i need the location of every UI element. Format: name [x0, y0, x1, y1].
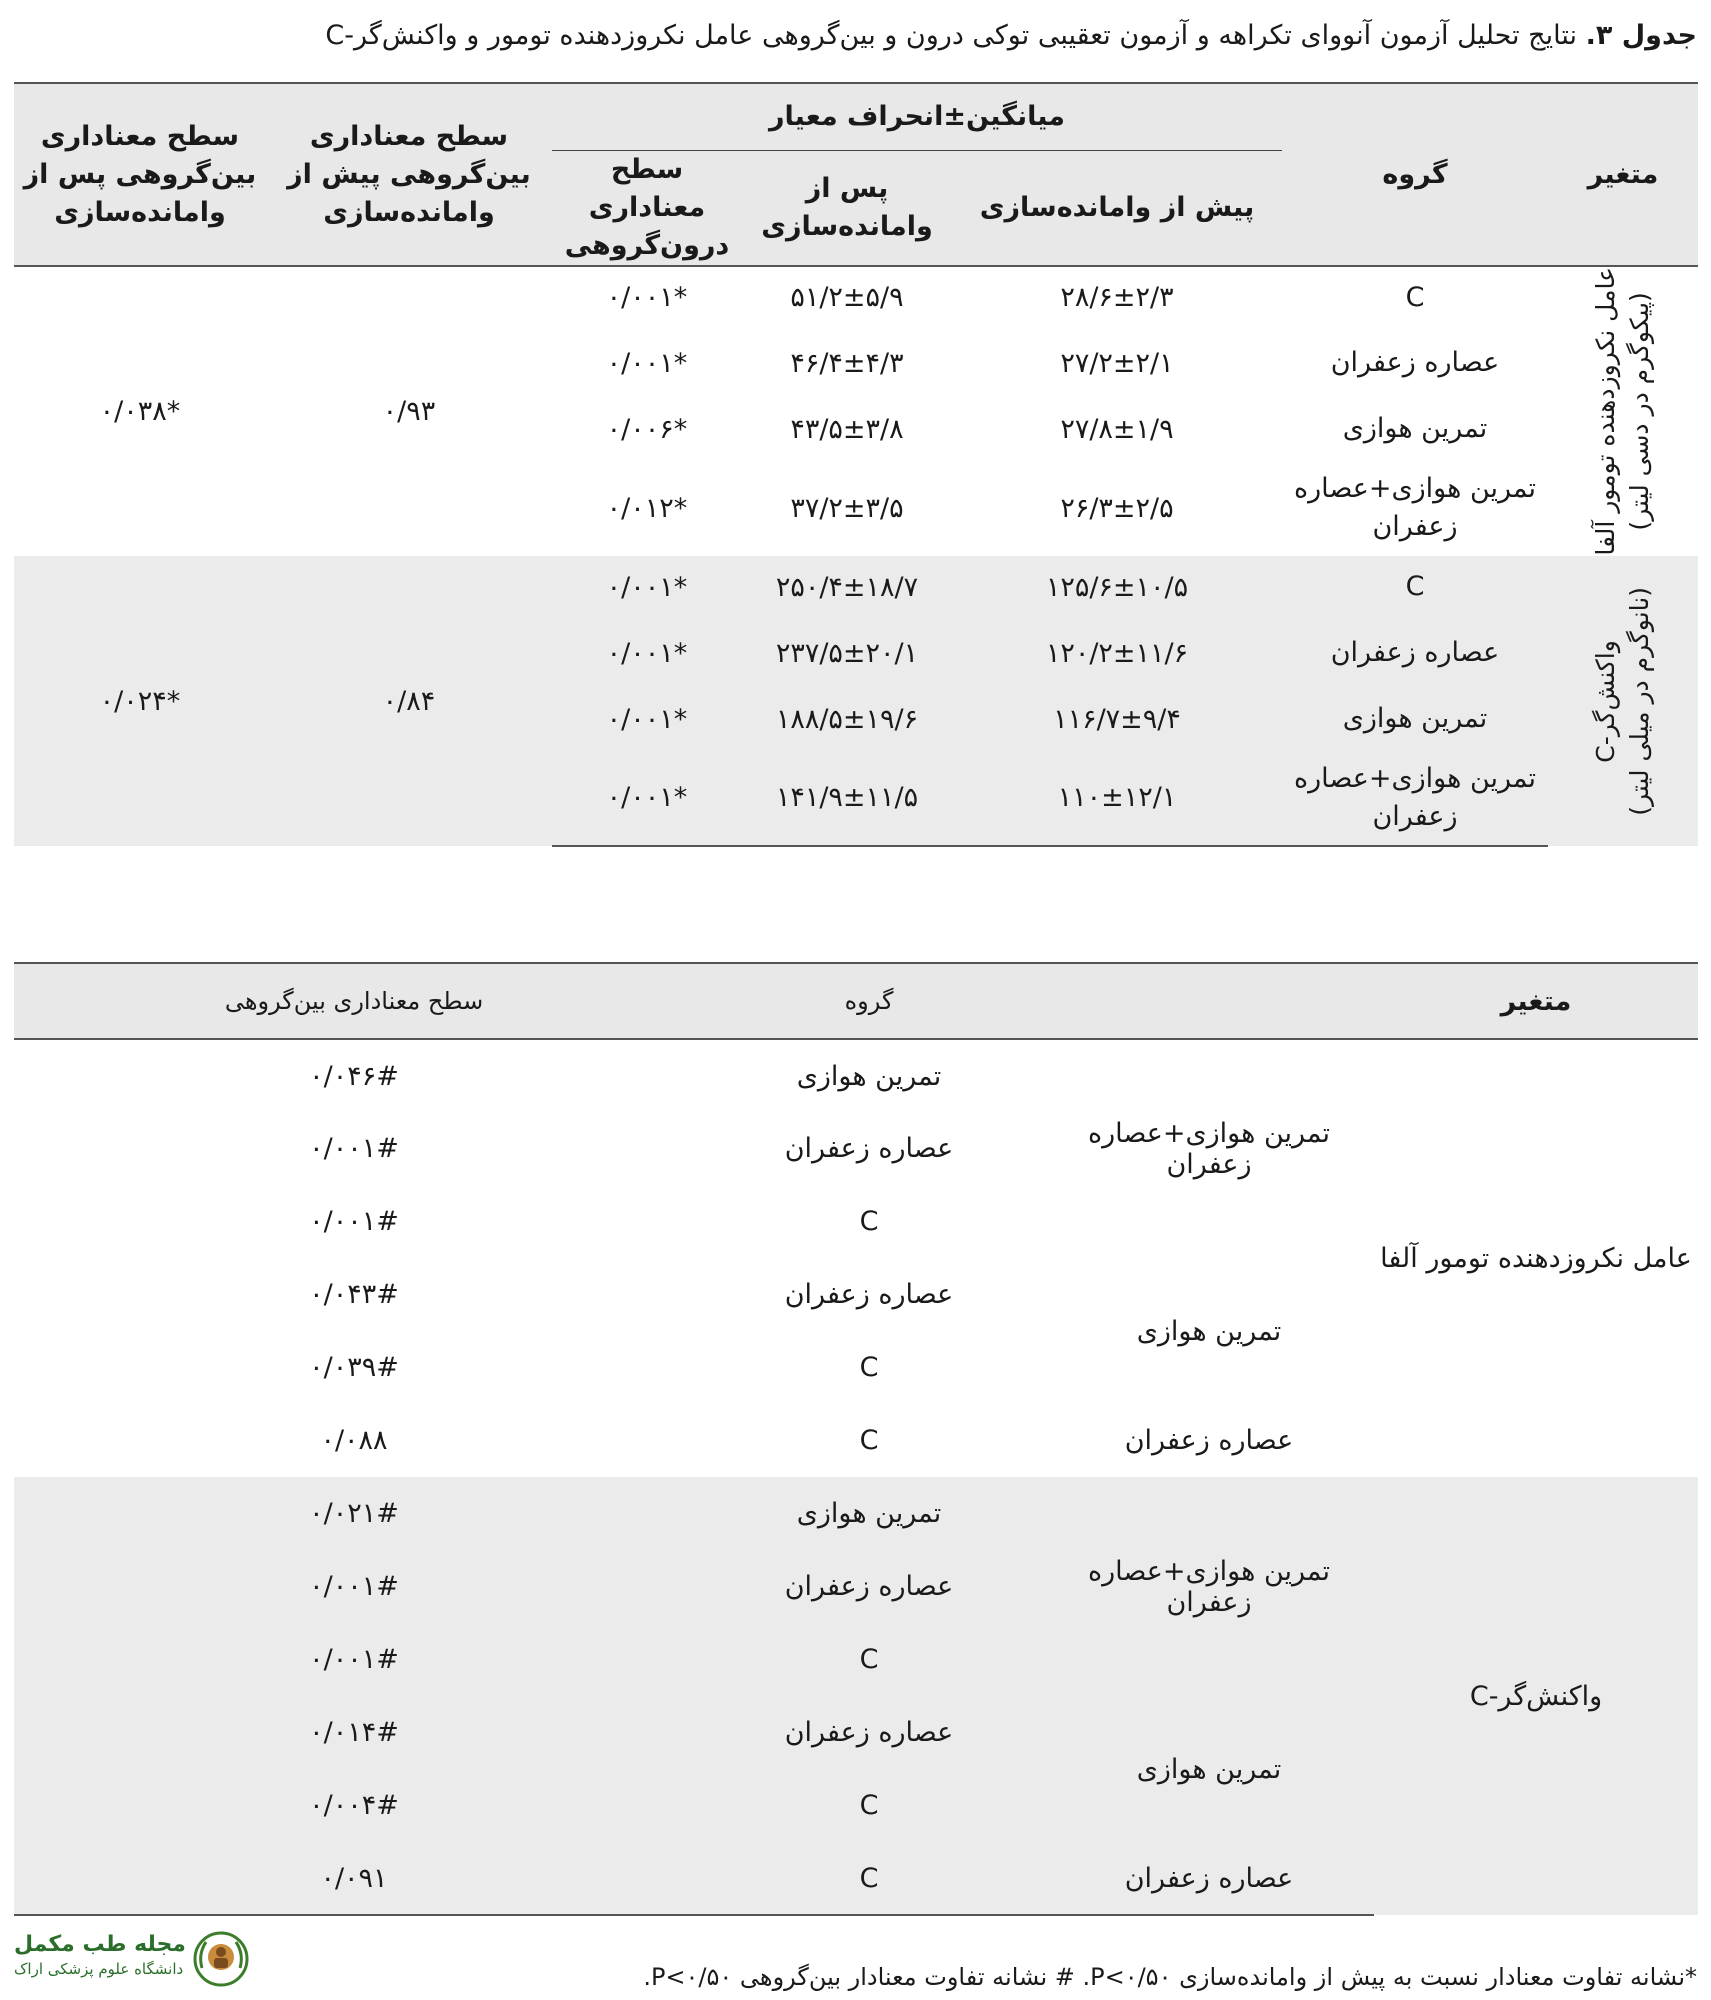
pre-value: ۲۶/۳±۲/۵: [1060, 492, 1174, 524]
post-value: ۴۶/۴±۴/۳: [790, 347, 904, 379]
between-value: ۰/۰۲۱#: [14, 1477, 694, 1550]
compared-group: تمرین هوازی: [694, 1477, 1044, 1550]
table-row: [14, 266, 1698, 328]
pre-value: ۱۲۵/۶±۱۰/۵: [952, 556, 1282, 618]
t2-header-variable: متغیر: [1374, 963, 1698, 1039]
compared-group: عصاره زعفران: [694, 1696, 1044, 1769]
reference-group: تمرین هوازی: [1044, 1696, 1374, 1842]
between-value: ۰/۰۴۳#: [309, 1279, 399, 1310]
reference-group: عصاره زعفران: [1044, 1842, 1374, 1915]
variable-label: [1589, 267, 1657, 556]
compared-group: C: [859, 1206, 879, 1237]
group-name: تمرین هوازی: [1282, 688, 1548, 750]
post-value: ۱۴۱/۹±۱۱/۵: [742, 750, 952, 846]
reference-group: عصاره زعفران: [1124, 1425, 1294, 1456]
variable-label: [1589, 587, 1657, 816]
caption-text: نتایج تحلیل آزمون آنووای تکراهه و آزمون تعقیبی توکی درون و بین‌گروهی عامل نکروزدهنده تومور و واکنش‌گر-C: [325, 20, 1586, 51]
header-post: پس از وامانده‌سازی: [742, 151, 952, 266]
within-value: *۰/۰۰۶: [606, 413, 688, 445]
between-value: ۰/۰۰۱#: [14, 1550, 694, 1623]
t2-header-between: سطح معناداری بین‌گروهی: [14, 963, 694, 1039]
logo-subtitle: دانشگاه علوم پزشکی اراک: [14, 1960, 184, 1978]
within-value: *۰/۰۰۱: [552, 688, 742, 750]
caption-label: جدول ۳.: [1585, 20, 1697, 51]
between-value: ۰/۰۸۸: [320, 1425, 388, 1456]
header-between-post: سطح معناداری بین‌گروهی پس از وامانده‌سازی: [14, 83, 266, 266]
post-value: ۱۸۸/۵±۱۹/۶: [742, 688, 952, 750]
pre-value: ۱۲۰/۲±۱۱/۶: [952, 618, 1282, 688]
compared-group: عصاره زعفران: [784, 1133, 954, 1164]
post-value: ۴۳/۵±۳/۸: [790, 413, 904, 445]
table-row: [14, 556, 1698, 618]
pre-value: ۱۱۶/۷±۹/۴: [952, 688, 1282, 750]
variable-unit: (نانوگرم در میلی لیتر): [1625, 586, 1654, 816]
variable-unit: (پیکوگرم در دسی لیتر): [1625, 292, 1654, 531]
between-value: ۰/۰۴۶#: [309, 1060, 399, 1092]
header-pre: پیش از وامانده‌سازی: [952, 151, 1282, 266]
header-mean-sd: میانگین±انحراف معیار: [552, 84, 1282, 151]
between-value: ۰/۰۰۱#: [309, 1206, 399, 1237]
between-value: ۰/۰۰۱#: [309, 1133, 399, 1164]
between-value: ۰/۰۳۹#: [309, 1352, 399, 1383]
within-value: *۰/۰۰۱: [552, 556, 742, 618]
variable-name: واکنش‌گر-C: [1591, 639, 1620, 763]
reference-group: تمرین هوازی+عصاره زعفران: [1044, 1477, 1374, 1696]
between-value: ۰/۰۹۱: [14, 1842, 694, 1915]
post-value: ۲۳۷/۵±۲۰/۱: [742, 618, 952, 688]
compared-group: C: [694, 1769, 1044, 1842]
pre-value: ۲۷/۸±۱/۹: [1060, 413, 1174, 445]
table-1: [14, 82, 1698, 847]
group-name: عصاره زعفران: [1282, 618, 1548, 688]
between-value: ۰/۰۱۴#: [14, 1696, 694, 1769]
group-name: تمرین هوازی: [1342, 413, 1488, 444]
t2-variable: عامل نکروزدهنده تومور آلفا: [1380, 1243, 1692, 1274]
compared-group: C: [694, 1623, 1044, 1696]
compared-group: C: [859, 1425, 879, 1456]
post-value: ۲۵۰/۴±۱۸/۷: [742, 556, 952, 618]
within-value: *۰/۰۰۱: [552, 750, 742, 846]
group-name: C: [1405, 281, 1425, 313]
compared-group: عصاره زعفران: [784, 1279, 954, 1310]
table-2: [14, 962, 1698, 1916]
between-value: ۰/۰۰۱#: [14, 1623, 694, 1696]
logo-title: مجله طب مکمل: [14, 1932, 186, 1957]
journal-logo: [14, 1930, 254, 1994]
group-name: C: [1282, 556, 1548, 618]
between-post-value: *۰/۰۲۴: [14, 556, 266, 846]
t2-header-group: گروه: [694, 963, 1044, 1039]
pre-value: ۲۸/۶±۲/۳: [1060, 282, 1174, 313]
variable-cell: [1548, 266, 1698, 556]
between-pre-value: ۰/۸۴: [266, 556, 552, 846]
pre-value: ۱۱۰±۱۲/۱: [952, 750, 1282, 846]
within-value: *۰/۰۰۱: [606, 347, 688, 379]
compared-group: C: [859, 1352, 879, 1383]
group-name: تمرین هوازی+عصاره زعفران: [1282, 750, 1548, 846]
post-value: ۳۷/۲±۳/۵: [790, 492, 904, 524]
pre-value: ۲۷/۲±۲/۱: [1060, 347, 1174, 379]
between-pre-value: ۰/۹۳: [382, 396, 436, 427]
table-row: [14, 1039, 1698, 1112]
footnote: *نشانه تفاوت معنادار نسبت به پیش از وامانده‌سازی P<۰/۵۰. # نشانه تفاوت معنادار بین‌گروهی P<۰/۵۰.: [643, 1963, 1697, 1991]
t2-variable: واکنش‌گر-C: [1374, 1477, 1698, 1915]
header-group: گروه: [1282, 83, 1548, 266]
post-value: ۵۱/۲±۵/۹: [790, 282, 904, 313]
between-value: ۰/۰۰۴#: [14, 1769, 694, 1842]
group-name: تمرین هوازی+عصاره زعفران: [1293, 473, 1537, 542]
table-caption: [14, 14, 1697, 58]
header-variable: متغیر: [1548, 83, 1698, 266]
variable-cell: [1548, 556, 1698, 846]
within-value: *۰/۰۰۱: [552, 618, 742, 688]
between-post-value: *۰/۰۳۸: [99, 396, 181, 427]
group-name: عصاره زعفران: [1330, 347, 1500, 378]
journal-seal-icon: [192, 1930, 250, 1988]
header-within: سطح معناداری درون‌گروهی: [552, 151, 742, 266]
compared-group: C: [694, 1842, 1044, 1915]
compared-group: عصاره زعفران: [694, 1550, 1044, 1623]
table-row: [14, 1477, 1698, 1550]
header-between-pre: سطح معناداری بین‌گروهی پیش از وامانده‌سازی: [266, 83, 552, 266]
within-value: *۰/۰۱۲: [606, 492, 688, 524]
compared-group: تمرین هوازی: [796, 1060, 942, 1092]
variable-name: عامل نکروزدهنده تومور آلفا: [1591, 267, 1620, 556]
reference-group: تمرین هوازی+عصاره زعفران: [1087, 1118, 1331, 1180]
footer: [14, 1932, 1697, 1996]
reference-group: تمرین هوازی: [1136, 1315, 1282, 1347]
within-value: *۰/۰۰۱: [606, 282, 688, 313]
